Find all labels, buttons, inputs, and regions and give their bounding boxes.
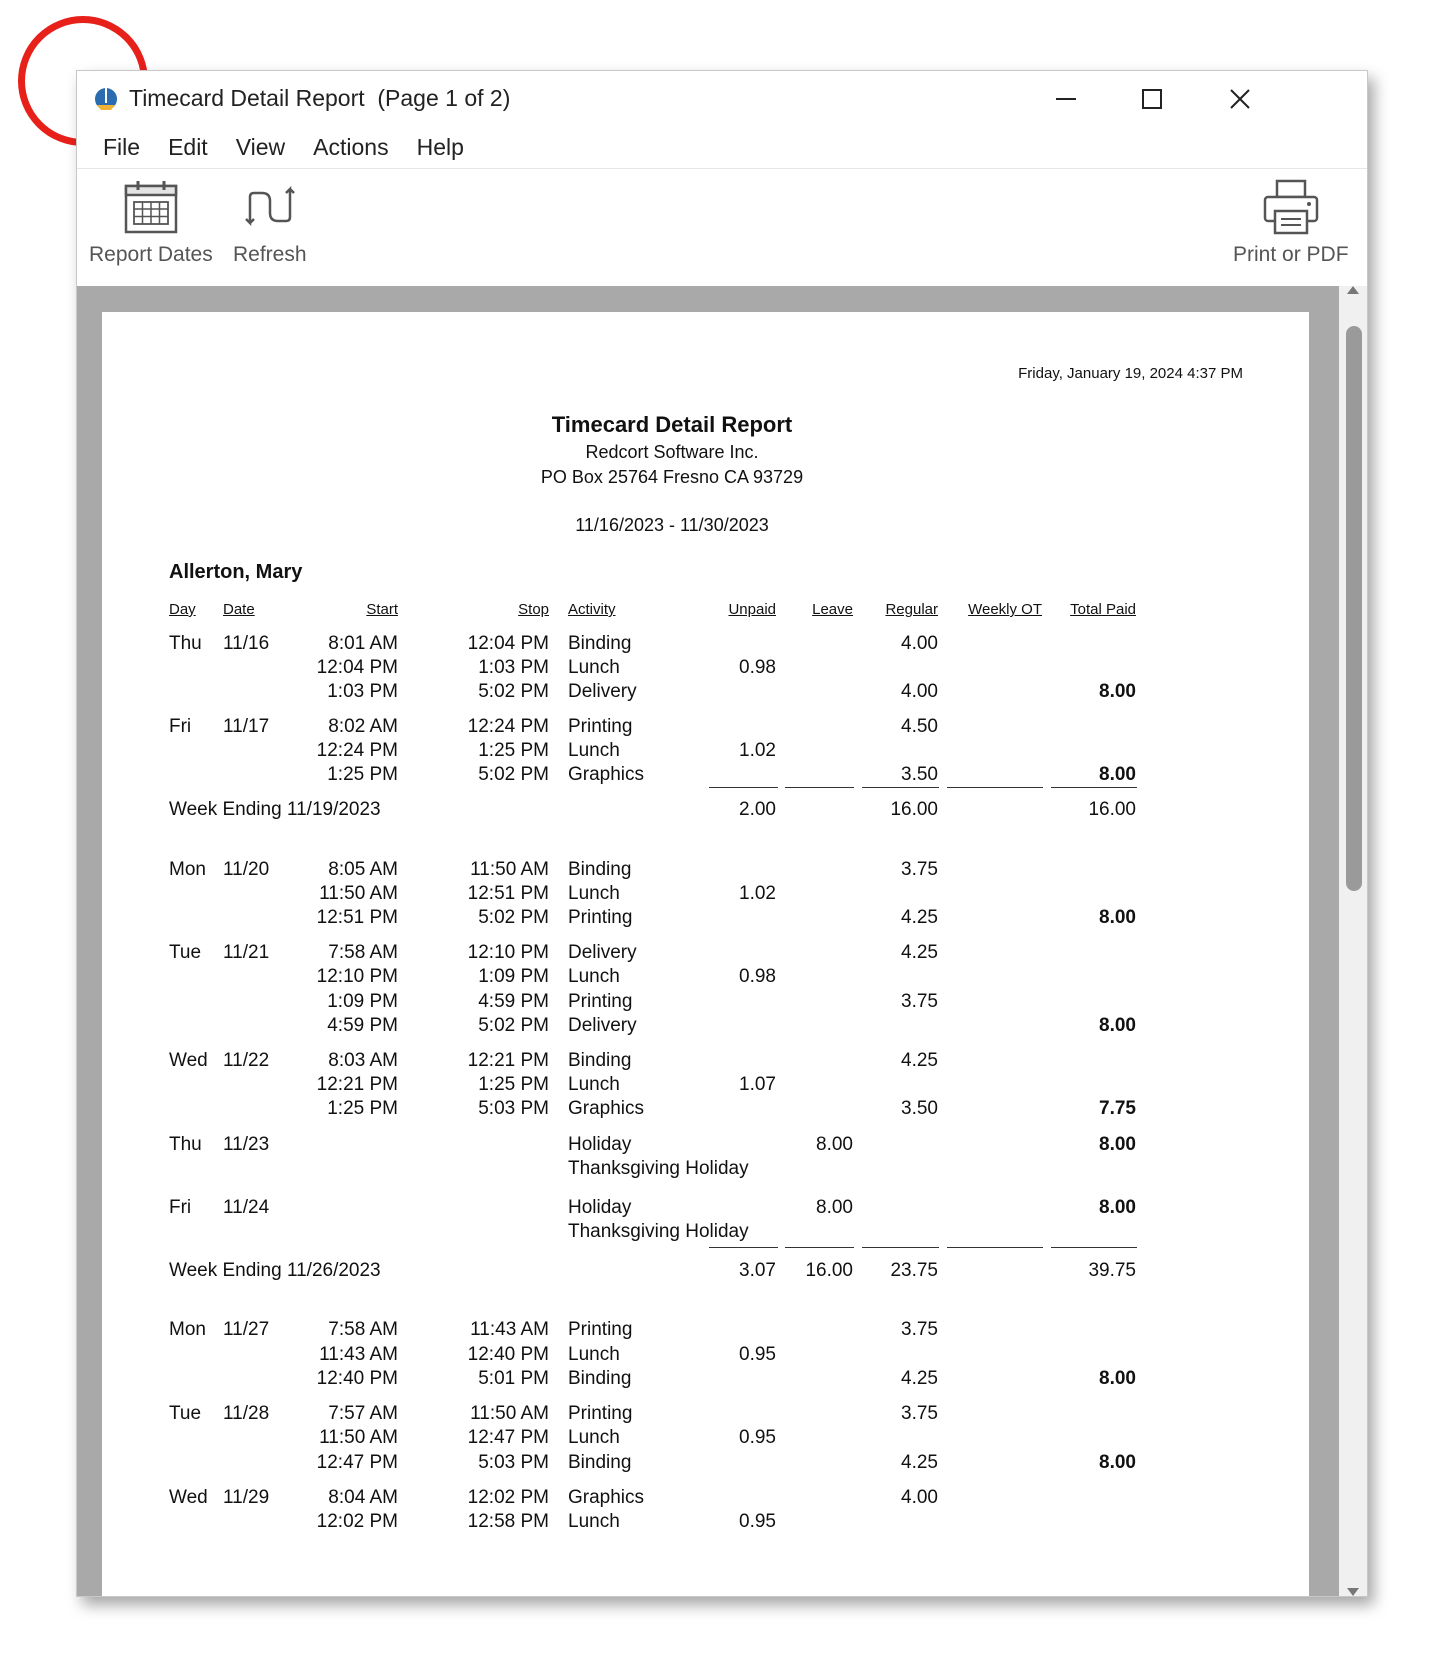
header-stop: Stop [518,601,549,618]
header-unpaid: Unpaid [728,601,776,618]
row-activity: Binding [568,633,632,654]
row-day: Thu [169,1134,202,1155]
row-start: 7:58 AM [328,1319,398,1340]
print-button[interactable] [1233,177,1349,267]
row-unpaid: 1.02 [739,883,776,904]
row-stop: 11:50 AM [470,859,549,880]
company-name: Redcort Software Inc. [585,442,759,462]
row-start: 12:10 PM [316,966,398,987]
row-date: 11/16 [223,633,270,654]
row-date: 11/17 [223,716,270,737]
row-start: 1:03 PM [327,681,398,702]
maximize-button[interactable] [1129,79,1175,119]
row-stop: 1:09 PM [478,966,549,987]
row-unpaid: 0.98 [739,966,776,987]
week-leave: 16.00 [805,1260,853,1281]
row-activity: Delivery [568,942,637,963]
scroll-down-arrow[interactable] [1347,1588,1359,1596]
row-stop: 5:03 PM [478,1098,549,1119]
week-regular: 23.75 [890,1260,938,1281]
row-activity: Binding [568,1050,632,1071]
row-activity: Printing [568,1403,633,1424]
week-ending-label: Week Ending 11/19/2023 [169,799,381,820]
row-activity: Holiday [568,1197,632,1218]
row-activity: Graphics [568,1098,645,1119]
row-start: 7:58 AM [328,942,398,963]
row-activity: Lunch [568,883,620,904]
row-leave: 8.00 [816,1197,853,1218]
row-regular: 4.00 [901,681,938,702]
subtotal-rule [862,1247,939,1248]
row-unpaid: 1.02 [739,740,776,761]
row-start: 11:50 AM [319,1427,398,1448]
subtotal-rule [1051,787,1137,788]
row-stop: 5:01 PM [478,1368,549,1389]
row-activity: Lunch [568,966,620,987]
row-day: Fri [169,716,192,737]
row-regular: 3.75 [901,1403,938,1424]
subtotal-rule [785,787,854,788]
row-start: 8:02 AM [328,716,398,737]
week-unpaid: 3.07 [739,1260,776,1281]
report-date-range: 11/16/2023 - 11/30/2023 [575,515,769,535]
row-date: 11/24 [223,1197,270,1218]
company-address: PO Box 25764 Fresno CA 93729 [540,467,804,487]
row-total: 8.00 [1099,1368,1136,1389]
subtotal-rule [709,787,778,788]
row-date: 11/28 [223,1403,270,1424]
row-stop: 12:51 PM [467,883,549,904]
subtotal-rule [947,787,1043,788]
report-title: Timecard Detail Report [551,412,793,437]
header-date: Date [223,601,255,618]
row-start: 8:01 AM [328,633,398,654]
row-total: 8.00 [1099,681,1136,702]
print-label: Print or PDF [1233,243,1349,266]
row-activity: Printing [568,907,633,928]
row-regular: 4.25 [901,1368,938,1389]
row-start: 12:40 PM [316,1368,398,1389]
row-start: 11:43 AM [319,1344,398,1365]
row-stop: 12:10 PM [467,942,549,963]
row-stop: 12:40 PM [467,1344,549,1365]
row-activity: Binding [568,859,632,880]
row-activity: Lunch [568,1427,620,1448]
row-date: 11/20 [223,859,270,880]
row-start: 8:05 AM [328,859,398,880]
row-start: 7:57 AM [328,1403,398,1424]
refresh-label: Refresh [233,243,307,266]
row-activity: Lunch [568,657,620,678]
row-regular: 4.25 [901,907,938,928]
row-stop: 12:21 PM [467,1050,549,1071]
report-timestamp: Friday, January 19, 2024 4:37 PM [1018,365,1243,382]
row-activity: Thanksgiving Holiday [568,1221,749,1242]
header-day: Day [169,601,196,618]
menu-view[interactable]: View [235,133,286,160]
row-start: 12:47 PM [316,1452,398,1473]
scroll-thumb[interactable] [1346,326,1362,891]
row-activity: Delivery [568,681,637,702]
row-date: 11/21 [223,942,270,963]
row-regular: 4.00 [901,1487,938,1508]
row-start: 1:25 PM [327,764,398,785]
row-unpaid: 0.98 [739,657,776,678]
row-activity: Holiday [568,1134,632,1155]
row-date: 11/23 [223,1134,270,1155]
row-start: 8:04 AM [328,1487,398,1508]
row-start: 12:21 PM [316,1074,398,1095]
menu-actions[interactable]: Actions [313,133,389,160]
row-activity: Lunch [568,1344,620,1365]
row-start: 11:50 AM [319,883,398,904]
row-stop: 11:50 AM [470,1403,549,1424]
week-total: 39.75 [1088,1260,1136,1281]
report-dates-button[interactable] [89,177,213,267]
row-stop: 1:25 PM [478,740,549,761]
week-regular: 16.00 [890,799,938,820]
row-leave: 8.00 [816,1134,853,1155]
refresh-icon [240,177,300,237]
row-regular: 3.75 [901,1319,938,1340]
row-regular: 4.50 [901,716,938,737]
minimize-button[interactable] [1043,79,1089,119]
row-day: Wed [169,1050,208,1071]
row-regular: 3.75 [901,991,938,1012]
row-activity: Delivery [568,1015,637,1036]
menu-help[interactable]: Help [416,133,464,160]
calendar-icon [121,177,181,237]
row-stop: 1:25 PM [478,1074,549,1095]
minimize-icon [1055,88,1077,110]
row-unpaid: 0.95 [739,1344,776,1365]
row-start: 12:04 PM [316,657,398,678]
row-stop: 4:59 PM [478,991,549,1012]
subtotal-rule [709,1247,778,1248]
row-activity: Lunch [568,1074,620,1095]
row-stop: 5:03 PM [478,1452,549,1473]
row-total: 8.00 [1099,1134,1136,1155]
row-stop: 5:02 PM [478,764,549,785]
row-stop: 12:58 PM [467,1511,549,1532]
header-leave: Leave [812,601,853,618]
row-activity: Lunch [568,740,620,761]
row-regular: 4.00 [901,633,938,654]
header-regular: Regular [885,601,938,618]
row-stop: 12:24 PM [467,716,549,737]
row-activity: Binding [568,1452,632,1473]
row-stop: 12:47 PM [467,1427,549,1448]
row-total: 8.00 [1099,907,1136,928]
row-start: 12:51 PM [316,907,398,928]
row-stop: 12:04 PM [467,633,549,654]
header-activity: Activity [568,601,616,618]
row-regular: 4.25 [901,942,938,963]
row-regular: 4.25 [901,1050,938,1071]
maximize-icon [1141,88,1163,110]
row-day: Thu [169,633,202,654]
row-day: Tue [169,1403,202,1424]
row-start: 1:25 PM [327,1098,398,1119]
report-window [76,70,1368,1597]
menu-edit[interactable]: Edit [168,133,208,160]
report-viewport[interactable] [77,286,1367,1596]
printer-icon [1261,177,1321,237]
menu-bar [77,126,1367,168]
subtotal-rule [862,787,939,788]
row-start: 1:09 PM [327,991,398,1012]
row-activity: Printing [568,1319,633,1340]
row-regular: 4.25 [901,1452,938,1473]
row-start: 12:02 PM [316,1511,398,1532]
row-activity: Printing [568,716,633,737]
scroll-up-arrow[interactable] [1347,286,1359,294]
row-date: 11/27 [223,1319,270,1340]
row-total: 8.00 [1099,1452,1136,1473]
vertical-scrollbar[interactable] [1339,286,1367,1596]
week-unpaid: 2.00 [739,799,776,820]
row-regular: 3.50 [901,764,938,785]
refresh-button[interactable] [233,177,307,267]
week-total: 16.00 [1088,799,1136,820]
week-ending-label: Week Ending 11/26/2023 [169,1260,381,1281]
report-dates-label: Report Dates [89,243,213,266]
row-activity: Graphics [568,764,645,785]
subtotal-rule [1051,1247,1137,1248]
close-button[interactable] [1217,79,1263,119]
report-page [102,312,1309,1597]
row-stop: 12:02 PM [467,1487,549,1508]
menu-file[interactable]: File [103,133,141,160]
row-date: 11/29 [223,1487,270,1508]
row-stop: 1:03 PM [478,657,549,678]
row-day: Fri [169,1197,192,1218]
row-day: Mon [169,1319,206,1340]
row-day: Mon [169,859,206,880]
row-stop: 11:43 AM [470,1319,549,1340]
subtotal-rule [785,1247,854,1248]
row-activity: Binding [568,1368,632,1389]
row-stop: 5:02 PM [478,681,549,702]
row-date: 11/22 [223,1050,270,1071]
employee-name: Allerton, Mary [169,561,303,583]
row-regular: 3.75 [901,859,938,880]
header-weekly-ot: Weekly OT [968,601,1042,618]
row-regular: 3.50 [901,1098,938,1119]
close-icon [1229,88,1251,110]
app-icon [91,83,121,113]
row-start: 12:24 PM [316,740,398,761]
row-unpaid: 0.95 [739,1427,776,1448]
row-total: 7.75 [1099,1098,1136,1119]
window-title: Timecard Detail Report (Page 1 of 2) [129,85,511,111]
subtotal-rule [947,1247,1043,1248]
row-activity: Printing [568,991,633,1012]
row-stop: 5:02 PM [478,907,549,928]
row-activity: Thanksgiving Holiday [568,1158,749,1179]
row-unpaid: 0.95 [739,1511,776,1532]
row-start: 4:59 PM [327,1015,398,1036]
header-total-paid: Total Paid [1070,601,1136,618]
row-activity: Graphics [568,1487,645,1508]
row-activity: Lunch [568,1511,620,1532]
row-day: Tue [169,942,202,963]
title-bar[interactable] [77,71,1367,126]
row-total: 8.00 [1099,764,1136,785]
row-day: Wed [169,1487,208,1508]
row-stop: 5:02 PM [478,1015,549,1036]
row-start: 8:03 AM [328,1050,398,1071]
header-start: Start [366,601,398,618]
row-total: 8.00 [1099,1197,1136,1218]
row-unpaid: 1.07 [739,1074,776,1095]
row-total: 8.00 [1099,1015,1136,1036]
